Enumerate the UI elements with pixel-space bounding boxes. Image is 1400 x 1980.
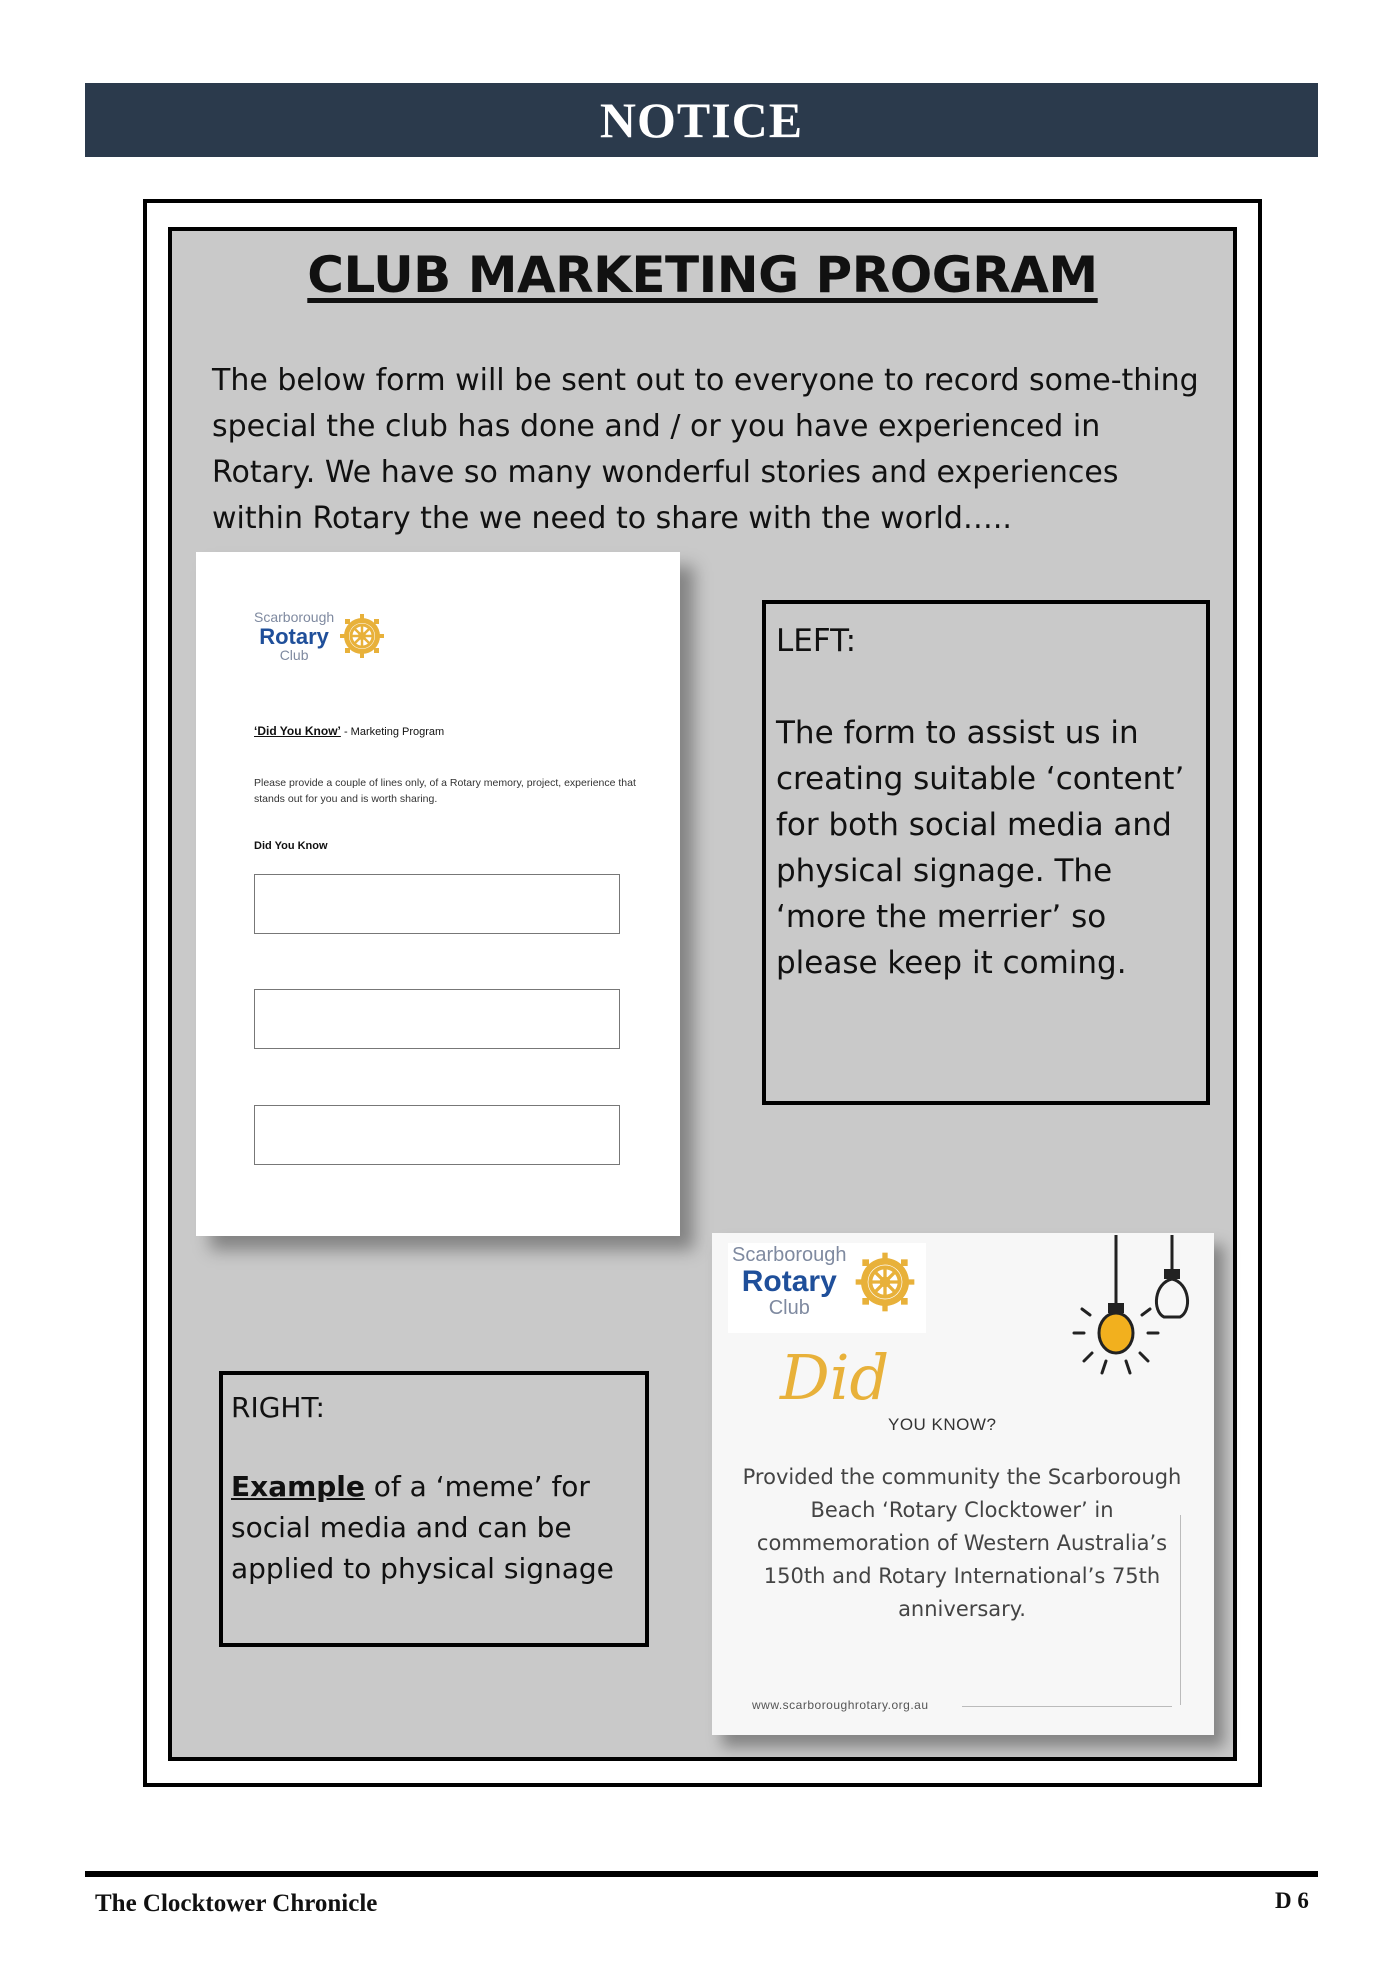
- right-note-body: [231, 1466, 637, 1589]
- rotary-wheel-icon: [853, 1250, 917, 1314]
- intro-paragraph: The below form will be sent out to everyone to record some-thing special the club has done and / or you have experienced in Rotary. We have so many wonderful stories and experiences within Rotary the we need to share with the world…..: [212, 363, 1199, 536]
- example-label: Example: [231, 1470, 365, 1503]
- program-title: CLUB MARKETING PROGRAM: [307, 246, 1098, 304]
- logo-line2: Rotary: [259, 623, 329, 649]
- form-instructions: Please provide a couple of lines only, of a Rotary memory, project, experience that stands out for you and is worth sharing.: [254, 777, 636, 805]
- rotary-wheel-icon: [338, 612, 386, 660]
- form-label: Did You Know: [254, 840, 328, 852]
- notice-banner: [85, 83, 1318, 157]
- did-script: Did: [780, 1341, 890, 1414]
- left-note-body: The form to assist us in creating suitable ‘content’ for both social media and physical signage. The ‘more the merrier’ so please keep it coming.: [776, 715, 1185, 981]
- meme-preview: [712, 1233, 1214, 1735]
- footer-rule: [85, 1871, 1318, 1877]
- meme-logo: [732, 1245, 917, 1319]
- left-note-title: LEFT:: [776, 623, 857, 659]
- left-note-box: [762, 600, 1210, 1105]
- meme-divider-vertical: [1180, 1515, 1181, 1705]
- meme-logo-line1: Scarborough: [732, 1244, 847, 1266]
- meme-body: Provided the community the Scarborough Beach ‘Rotary Clocktower’ in commemoration of Western Australia’s 150th and Rotary International’s 75th anniversary.: [742, 1465, 1182, 1621]
- notice-title: NOTICE: [599, 92, 804, 148]
- you-know-label: YOU KNOW?: [888, 1415, 997, 1434]
- form-preview: [196, 552, 680, 1236]
- form-logo: [254, 610, 386, 662]
- lightbulb-icon: [1070, 1233, 1210, 1413]
- logo-line3: Club: [279, 646, 309, 663]
- meme-logo-line3: Club: [768, 1296, 810, 1319]
- form-heading-suffix: - Marketing Program: [340, 726, 445, 738]
- meme-divider: [962, 1706, 1172, 1707]
- right-note-text: of a ‘meme’ for social media and can be applied to physical signage: [231, 1470, 614, 1585]
- right-note-title: RIGHT:: [231, 1391, 325, 1424]
- logo-line1: Scarborough: [254, 609, 335, 625]
- form-answer-box-3: [254, 1105, 620, 1165]
- publication-name: The Clocktower Chronicle: [95, 1890, 378, 1917]
- form-heading-title: ‘Did You Know’: [254, 724, 341, 738]
- meme-logo-line2: Rotary: [741, 1265, 837, 1298]
- form-heading: [254, 724, 444, 738]
- meme-url: www.scarboroughrotary.org.au: [752, 1698, 929, 1712]
- form-answer-box-2: [254, 989, 620, 1049]
- right-note-box: [219, 1371, 649, 1647]
- form-answer-box-1: [254, 874, 620, 934]
- page-number: D 6: [1275, 1888, 1309, 1913]
